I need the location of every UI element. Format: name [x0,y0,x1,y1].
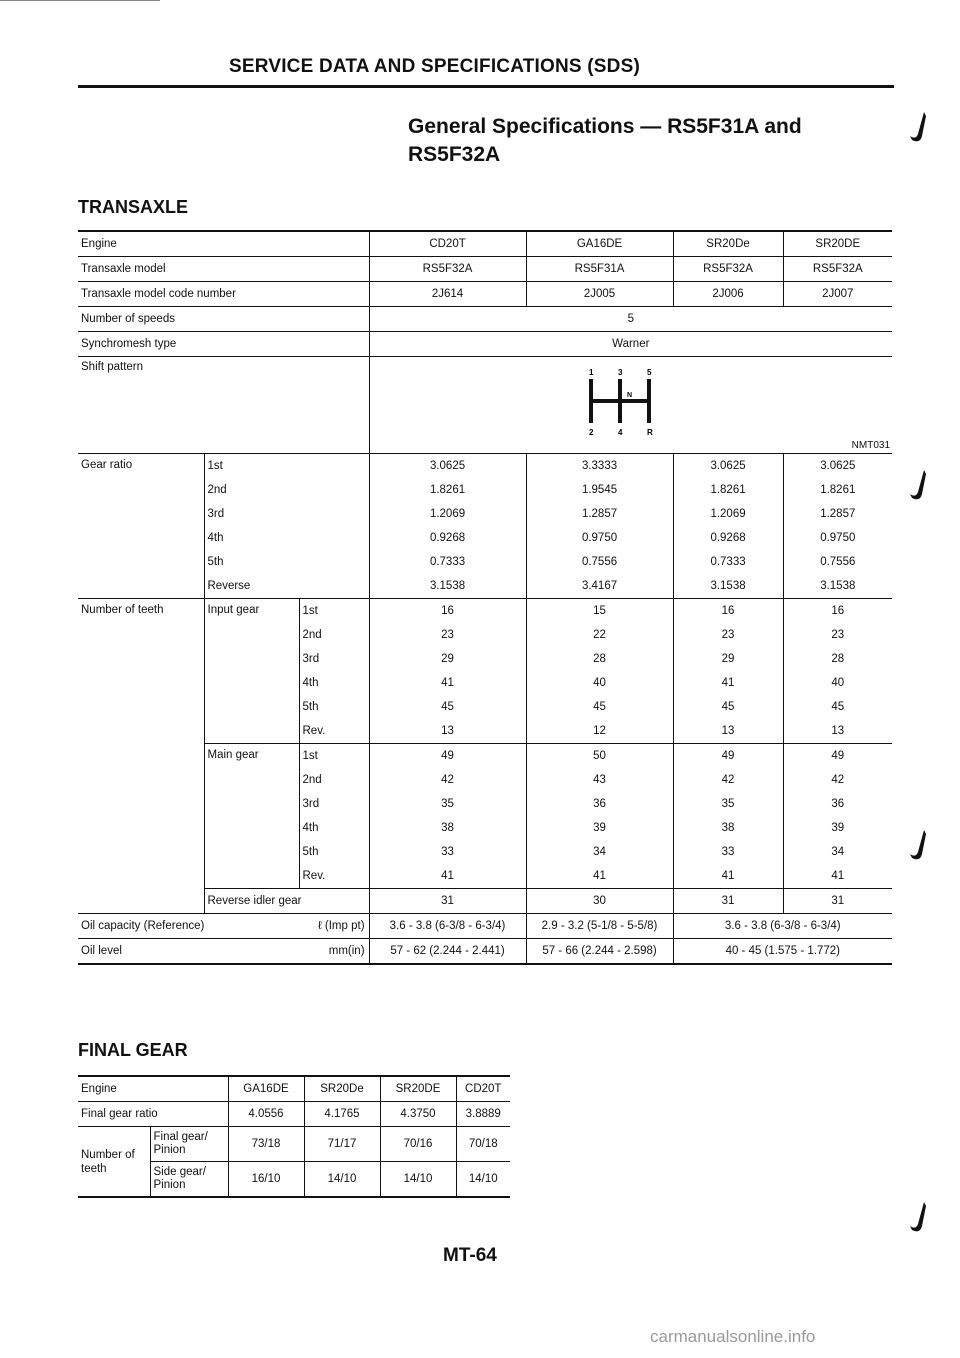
cell: 1.8261 [673,478,783,502]
synchro-row [78,332,892,357]
cell: 40 - 45 (1.575 - 1.772) [673,939,892,965]
cell: 0.7333 [369,550,526,574]
shift-label-2: 2 [588,428,593,437]
cell: 73/18 [228,1127,304,1162]
gear-name: 2nd [299,623,369,647]
cell: 0.9268 [369,526,526,550]
revision-mark-icon [906,1200,934,1242]
cell: 33 [673,840,783,864]
cell: 14/10 [456,1162,510,1198]
cell: 3.0625 [783,454,892,479]
cell: 1.8261 [369,478,526,502]
final-pinion-label-line-2: Pinion [153,1144,186,1156]
cell: 40 [783,671,892,695]
cell: 1.9545 [526,478,673,502]
shift-label-3: 3 [617,368,622,377]
cell: 3.3333 [526,454,673,479]
cell: RS5F32A [369,257,526,282]
cell: 31 [369,889,526,914]
cell: 42 [369,768,526,792]
shift-label-4: 4 [617,428,622,437]
row-label: Oil level [78,939,299,965]
gear-name: 2nd [299,768,369,792]
gear-name: 1st [299,599,369,624]
gear-name: 3rd [204,502,369,526]
cell: 28 [783,647,892,671]
teeth-label-line-2: teeth [81,1162,107,1175]
cell: RS5F32A [673,257,783,282]
cell: 29 [673,647,783,671]
shift-pattern-diagram [575,365,685,445]
teeth-row [78,599,892,624]
cell: 0.7333 [673,550,783,574]
cell: 57 - 62 (2.244 - 2.441) [369,939,526,965]
cell: 14/10 [304,1162,380,1198]
cell: 15 [526,599,673,624]
gear-name: 2nd [204,478,369,502]
cell: 70/16 [380,1127,456,1162]
side-pinion-label-line-1: Side gear/ [153,1166,206,1178]
cell: 1.2069 [673,502,783,526]
cell: 1.2069 [369,502,526,526]
cell: 38 [369,816,526,840]
top-edge-rule [0,0,160,1]
cell: SR20De [673,231,783,257]
cell: 16 [369,599,526,624]
cell: 41 [526,864,673,889]
cell: 1.2857 [783,502,892,526]
cell: 45 [783,695,892,719]
cell: 38 [673,816,783,840]
cell: RS5F32A [783,257,892,282]
final-pinion-row [78,1127,510,1162]
code-row [78,282,892,307]
gear-name: Rev. [299,864,369,889]
cell: 4.3750 [380,1102,456,1127]
cell: 0.9750 [526,526,673,550]
cell: 2J006 [673,282,783,307]
page-header: SERVICE DATA AND SPECIFICATIONS (SDS) [229,56,641,77]
cell: 34 [783,840,892,864]
cell: 36 [526,792,673,816]
revision-mark-icon [906,828,934,870]
cell: 49 [673,744,783,769]
teeth-label [78,1127,150,1198]
gear-name: 5th [299,840,369,864]
cell: 5 [369,307,892,332]
cell: 35 [673,792,783,816]
cell: 1.2857 [526,502,673,526]
cell: 39 [783,816,892,840]
cell: GA16DE [228,1076,304,1102]
cell: 42 [783,768,892,792]
cell: 2J007 [783,282,892,307]
cell: 70/18 [456,1127,510,1162]
side-pinion-label [150,1162,228,1198]
cell: 41 [783,864,892,889]
shift-row [78,357,892,454]
row-label: Oil capacity (Reference) [78,914,299,939]
cell: 13 [783,719,892,744]
engine-row [78,231,892,257]
shift-pattern-cell [369,357,892,454]
gear-name: 4th [299,816,369,840]
cell: 23 [673,623,783,647]
cell: 50 [526,744,673,769]
final-gear-heading: FINAL GEAR [78,1040,188,1060]
figure-code: NMT031 [851,440,891,451]
cell: 57 - 66 (2.244 - 2.598) [526,939,673,965]
shift-label-5: 5 [646,368,651,377]
cell: 30 [526,889,673,914]
revision-mark-icon [906,468,934,510]
cell: SR20De [304,1076,380,1102]
cell: 3.0625 [673,454,783,479]
cell: 35 [369,792,526,816]
unit-label: mm(in) [299,939,369,965]
shift-label-n: N [626,392,632,399]
cell: 3.4167 [526,574,673,599]
final-gear-table [78,1075,510,1198]
model-row [78,257,892,282]
cell: 2J005 [526,282,673,307]
cell: 1.8261 [783,478,892,502]
final-engine-row [78,1076,510,1102]
cell: 12 [526,719,673,744]
cell: SR20DE [783,231,892,257]
page-number: MT-64 [443,1245,497,1266]
cell: 31 [673,889,783,914]
gear-name: 4th [204,526,369,550]
cell: 2J614 [369,282,526,307]
teeth-label: Number of teeth [78,599,204,914]
cell: 3.6 - 3.8 (6-3/8 - 6-3/4) [369,914,526,939]
cell: 45 [369,695,526,719]
cell: 49 [369,744,526,769]
cell: 13 [673,719,783,744]
cell: 23 [369,623,526,647]
cell: 71/17 [304,1127,380,1162]
section-title: General Specifications — RS5F31A and RS5F32A [408,115,802,166]
oil-level-row [78,939,892,965]
cell: 2.9 - 3.2 (5-1/8 - 5-5/8) [526,914,673,939]
row-label: Final gear ratio [78,1102,228,1127]
cell: 0.9268 [673,526,783,550]
revision-mark-icon [906,110,934,152]
cell: 22 [526,623,673,647]
row-label: Synchromesh type [78,332,369,357]
cell: 45 [673,695,783,719]
cell: 49 [783,744,892,769]
gear-group-label: Main gear [204,744,299,889]
cell: 43 [526,768,673,792]
cell: 31 [783,889,892,914]
cell: Warner [369,332,892,357]
cell: 3.0625 [369,454,526,479]
cell: 16 [673,599,783,624]
cell: CD20T [456,1076,510,1102]
gear-name: 5th [299,695,369,719]
cell: 41 [673,671,783,695]
gear-name: Reverse [204,574,369,599]
row-label: Number of speeds [78,307,369,332]
gear-name: 1st [299,744,369,769]
gear-name: Rev. [299,719,369,744]
cell: CD20T [369,231,526,257]
cell: 0.9750 [783,526,892,550]
teeth-label-line-1: Number of [81,1148,135,1161]
cell: 14/10 [380,1162,456,1198]
gear-name: 1st [204,454,369,479]
unit-label: ℓ (Imp pt) [299,914,369,939]
cell: 4.1765 [304,1102,380,1127]
side-pinion-label-line-2: Pinion [153,1179,186,1191]
gear-ratio-label: Gear ratio [78,454,204,599]
row-label: Transaxle model code number [78,282,369,307]
gear-ratio-row [78,454,892,479]
cell: 36 [783,792,892,816]
cell: 40 [526,671,673,695]
gear-name: 4th [299,671,369,695]
cell: 42 [673,768,783,792]
cell: 3.1538 [783,574,892,599]
gear-group-label: Input gear [204,599,299,744]
row-label: Shift pattern [78,357,369,454]
cell: 28 [526,647,673,671]
cell: 3.8889 [456,1102,510,1127]
cell: 0.7556 [526,550,673,574]
cell: 23 [783,623,892,647]
final-ratio-row [78,1102,510,1127]
cell: 41 [369,864,526,889]
shift-label-r: R [646,428,653,437]
row-label: Transaxle model [78,257,369,282]
cell: 39 [526,816,673,840]
final-pinion-label-line-1: Final gear/ [153,1131,208,1143]
header-rule [78,85,894,88]
cell: 13 [369,719,526,744]
cell: 3.6 - 3.8 (6-3/8 - 6-3/4) [673,914,892,939]
cell: 16/10 [228,1162,304,1198]
cell: 16 [783,599,892,624]
cell: 41 [673,864,783,889]
cell: 41 [369,671,526,695]
cell: 3.1538 [673,574,783,599]
watermark: carmanualsonline.info [650,1327,816,1346]
idler-label: Reverse idler gear [204,889,369,914]
cell: RS5F31A [526,257,673,282]
shift-neutral-bar [589,399,651,403]
cell: 33 [369,840,526,864]
transaxle-heading: TRANSAXLE [78,197,189,217]
oil-capacity-row [78,914,892,939]
cell: 29 [369,647,526,671]
cell: 0.7556 [783,550,892,574]
speeds-row [78,307,892,332]
gear-name: 3rd [299,647,369,671]
shift-label-1: 1 [588,368,593,377]
cell: 3.1538 [369,574,526,599]
gear-name: 3rd [299,792,369,816]
row-label: Engine [78,1076,228,1102]
cell: 45 [526,695,673,719]
transaxle-spec-table [78,230,892,965]
cell: SR20DE [380,1076,456,1102]
cell: 34 [526,840,673,864]
cell: 4.0556 [228,1102,304,1127]
row-label: Engine [78,231,369,257]
gear-name: 5th [204,550,369,574]
cell: GA16DE [526,231,673,257]
final-pinion-label [150,1127,228,1162]
